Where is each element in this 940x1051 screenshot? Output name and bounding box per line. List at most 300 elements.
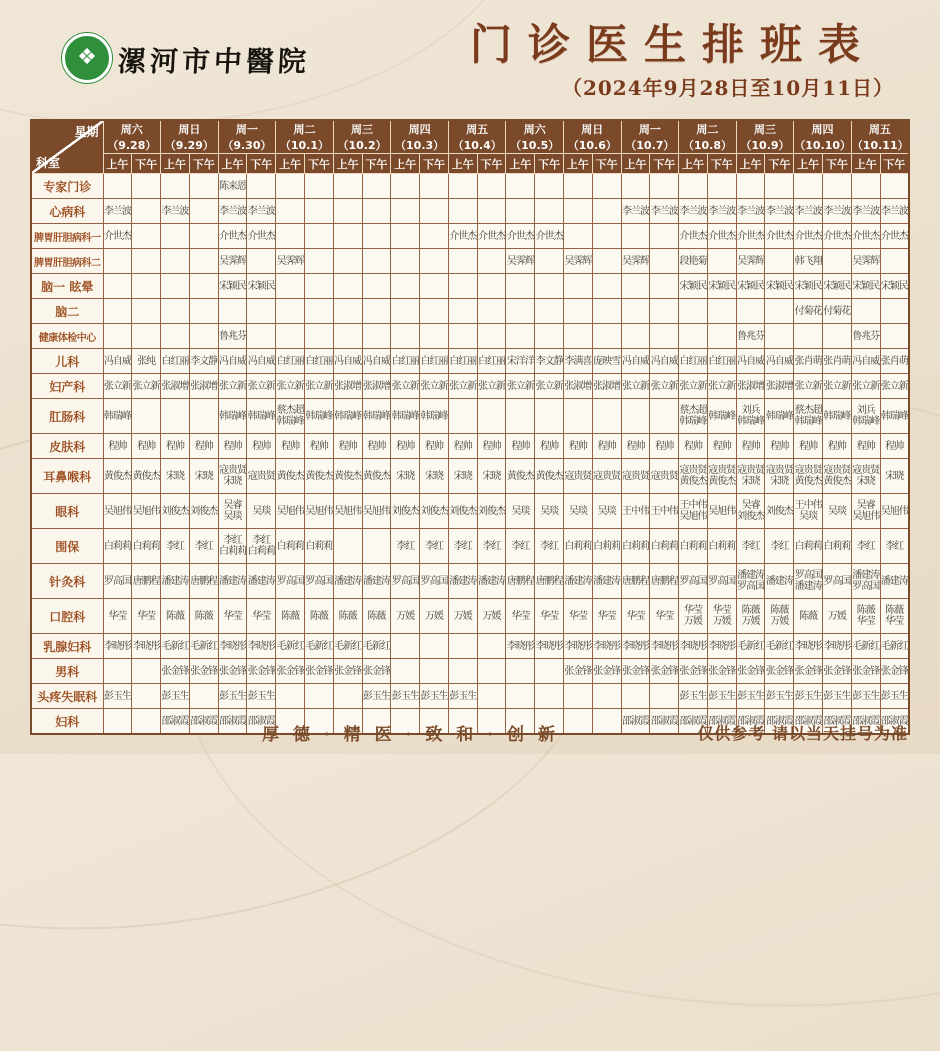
schedule-cell	[391, 659, 420, 684]
doctor-name: 张金锋	[219, 665, 247, 677]
schedule-cell	[448, 599, 477, 634]
doctor-name: 白莉莉	[132, 540, 160, 552]
schedule-cell	[592, 399, 621, 434]
schedule-cell	[506, 494, 535, 529]
schedule-cell	[477, 434, 506, 459]
schedule-cell	[333, 399, 362, 434]
schedule-cell	[736, 659, 765, 684]
schedule-cell	[736, 599, 765, 634]
schedule-cell	[189, 349, 218, 374]
schedule-cell	[189, 684, 218, 709]
doctor-name: 毛新红	[737, 640, 765, 652]
schedule-cell	[736, 684, 765, 709]
schedule-cell	[736, 494, 765, 529]
doctor-name: 李红	[252, 535, 271, 546]
doctor-name: 吴睿	[856, 500, 875, 511]
doctor-name: 白红丽	[478, 355, 506, 367]
doctor-name: 李兰波	[161, 205, 189, 217]
doctor-name: 张金锋	[276, 665, 304, 677]
doctor-name: 韩瑞峰	[305, 410, 333, 422]
schedule-cell	[218, 374, 247, 399]
schedule-cell	[765, 434, 794, 459]
schedule-cell	[189, 529, 218, 564]
doctor-name: 邵淑霞	[161, 715, 189, 727]
schedule-cell	[621, 174, 650, 199]
schedule-cell	[592, 599, 621, 634]
doctor-name: 韩瑞峰	[362, 410, 390, 422]
doctor-name: 张金锋	[679, 665, 707, 677]
doctor-name: 李兰波	[880, 205, 908, 217]
schedule-cell	[707, 529, 736, 564]
title-block	[430, 20, 916, 101]
schedule-cell	[103, 374, 132, 399]
doctor-name: 邵淑霞	[765, 715, 793, 727]
schedule-cell	[304, 659, 333, 684]
doctor-name: 潘建涛	[794, 581, 822, 592]
doctor-name: 庞映雪	[593, 355, 621, 367]
schedule-cell	[707, 599, 736, 634]
doctor-name: 彭玉生	[852, 690, 880, 702]
schedule-cell	[103, 634, 132, 659]
dept-label: 脾胃肝胆病科一	[31, 224, 103, 249]
doctor-name: 韩瑞峰	[708, 410, 736, 422]
doctor-name: 潘建涛	[362, 575, 390, 587]
dept-label: 皮肤科	[31, 434, 103, 459]
schedule-cell	[592, 324, 621, 349]
schedule-cell	[679, 599, 708, 634]
doctor-name: 吴旭伟	[880, 505, 908, 517]
schedule-cell	[707, 199, 736, 224]
doctor-name: 毛新红	[852, 640, 880, 652]
schedule-cell	[362, 659, 391, 684]
doctor-name: 寇贵贤	[564, 470, 592, 482]
schedule-cell	[477, 324, 506, 349]
doctor-name: 张肖萌	[880, 355, 908, 367]
schedule-cell	[736, 349, 765, 374]
schedule-row	[31, 324, 909, 349]
doctor-name: 邵淑霞	[737, 715, 765, 727]
schedule-cell	[851, 459, 880, 494]
doctor-name: 王中伟	[679, 500, 707, 511]
schedule-cell	[535, 299, 564, 324]
doctor-name: 韩瑞峰	[880, 410, 908, 422]
schedule-cell	[564, 599, 593, 634]
doctor-name: 介世杰	[506, 230, 534, 242]
doctor-name: 韩瑞峰	[334, 410, 362, 422]
schedule-cell	[707, 349, 736, 374]
schedule-cell	[391, 599, 420, 634]
doctor-name: 李晓彤	[650, 640, 678, 652]
schedule-cell	[621, 199, 650, 224]
schedule-cell	[448, 564, 477, 599]
dept-label: 脑一 眩晕	[31, 274, 103, 299]
schedule-cell	[333, 199, 362, 224]
doctor-name: 吴琰	[223, 511, 242, 522]
doctor-name: 张金锋	[650, 665, 678, 677]
schedule-cell	[679, 434, 708, 459]
schedule-cell	[679, 249, 708, 274]
doctor-name: 冯自威	[621, 355, 649, 367]
schedule-cell	[103, 659, 132, 684]
schedule-cell	[132, 249, 161, 274]
doctor-name: 寇贵贤	[621, 470, 649, 482]
doctor-name: 李红	[540, 540, 559, 552]
day-header: 周日（9.29）	[161, 120, 219, 154]
doctor-name: 程帅	[655, 440, 674, 452]
schedule-cell	[420, 249, 449, 274]
doctor-name: 介世杰	[103, 230, 131, 242]
schedule-cell	[448, 324, 477, 349]
doctor-name: 黄俊杰	[506, 470, 534, 482]
doctor-name: 介世杰	[737, 230, 765, 242]
doctor-name: 寇贵贤	[593, 470, 621, 482]
schedule-cell	[592, 459, 621, 494]
schedule-cell	[506, 564, 535, 599]
schedule-cell	[161, 529, 190, 564]
doctor-name: 李兰波	[708, 205, 736, 217]
schedule-cell	[247, 459, 276, 494]
doctor-name: 罗高国	[794, 570, 822, 581]
schedule-cell	[276, 684, 305, 709]
schedule-cell	[535, 199, 564, 224]
doctor-name: 吴霁辉	[276, 255, 304, 267]
doctor-name: 白红丽	[276, 355, 304, 367]
schedule-cell	[420, 684, 449, 709]
schedule-cell	[103, 434, 132, 459]
schedule-cell	[679, 564, 708, 599]
doctor-name: 李兰波	[823, 205, 851, 217]
doctor-name: 白红丽	[449, 355, 477, 367]
schedule-cell	[823, 634, 852, 659]
session-header: 上午	[506, 154, 535, 174]
schedule-cell	[592, 274, 621, 299]
schedule-cell	[304, 564, 333, 599]
schedule-cell	[276, 434, 305, 459]
schedule-cell	[103, 684, 132, 709]
schedule-cell	[304, 684, 333, 709]
schedule-row	[31, 399, 909, 434]
schedule-cell	[736, 274, 765, 299]
session-header: 下午	[880, 154, 909, 174]
dept-label: 脑二	[31, 299, 103, 324]
doctor-name: 宋颖民	[247, 280, 275, 292]
schedule-cell	[621, 494, 650, 529]
schedule-cell	[448, 174, 477, 199]
doctor-name: 陈薇	[165, 610, 184, 622]
schedule-cell	[506, 199, 535, 224]
schedule-cell	[592, 174, 621, 199]
schedule-cell	[679, 224, 708, 249]
doctor-name: 吴琰	[799, 511, 818, 522]
schedule-cell	[851, 599, 880, 634]
doctor-name: 冯自威	[247, 355, 275, 367]
schedule-cell	[506, 374, 535, 399]
doctor-name: 华莹	[511, 610, 530, 622]
schedule-cell	[650, 274, 679, 299]
date-range: （2024年9月28日至10月11日）	[561, 76, 895, 101]
doctor-name: 寇贵贤	[219, 465, 247, 476]
schedule-cell	[765, 249, 794, 274]
doctor-name: 万媛	[424, 610, 443, 622]
schedule-cell	[794, 249, 823, 274]
session-header: 下午	[247, 154, 276, 174]
doctor-name: 张淑增	[564, 380, 592, 392]
doctor-name: 张淑增	[161, 380, 189, 392]
schedule-cell	[564, 324, 593, 349]
doctor-name: 韩瑞峰	[276, 416, 304, 427]
doctor-name: 张肖萌	[823, 355, 851, 367]
dept-label: 耳鼻喉科	[31, 459, 103, 494]
schedule-cell	[765, 684, 794, 709]
schedule-cell	[161, 494, 190, 529]
schedule-cell	[304, 324, 333, 349]
doctor-name: 张立新	[103, 380, 131, 392]
session-header: 上午	[621, 154, 650, 174]
schedule-cell	[391, 399, 420, 434]
schedule-cell	[707, 274, 736, 299]
schedule-cell	[851, 434, 880, 459]
schedule-cell	[362, 299, 391, 324]
schedule-cell	[247, 634, 276, 659]
schedule-cell	[564, 374, 593, 399]
schedule-cell	[420, 174, 449, 199]
schedule-cell	[765, 274, 794, 299]
schedule-cell	[103, 299, 132, 324]
dept-label: 男科	[31, 659, 103, 684]
schedule-cell	[448, 224, 477, 249]
schedule-cell	[132, 599, 161, 634]
doctor-name: 华莹	[856, 616, 875, 627]
schedule-cell	[420, 564, 449, 599]
schedule-cell	[679, 399, 708, 434]
schedule-cell	[823, 684, 852, 709]
schedule-cell	[333, 684, 362, 709]
schedule-cell	[161, 349, 190, 374]
doctor-name: 宋晓	[741, 476, 760, 487]
schedule-cell	[794, 459, 823, 494]
doctor-name: 白莉莉	[794, 540, 822, 552]
doctor-name: 冯自威	[362, 355, 390, 367]
doctor-name: 蔡杰超	[276, 405, 304, 416]
schedule-cell	[247, 249, 276, 274]
doctor-name: 吴睿	[223, 500, 242, 511]
doctor-name: 宋洋洋	[506, 355, 534, 367]
schedule-cell	[247, 374, 276, 399]
schedule-cell	[880, 174, 909, 199]
doctor-name: 鲁兆芬	[737, 330, 765, 342]
corner-weekday-label: 星期	[74, 125, 99, 139]
doctor-name: 张金锋	[362, 665, 390, 677]
schedule-cell	[161, 564, 190, 599]
doctor-name: 刘俊杰	[190, 505, 218, 517]
doctor-name: 毛新红	[190, 640, 218, 652]
schedule-cell	[391, 174, 420, 199]
schedule-cell	[823, 599, 852, 634]
schedule-cell	[592, 224, 621, 249]
doctor-name: 白莉莉	[305, 540, 333, 552]
doctor-name: 程帅	[540, 440, 559, 452]
schedule-cell	[765, 349, 794, 374]
schedule-cell	[880, 199, 909, 224]
schedule-table-wrap	[30, 119, 910, 735]
schedule-cell	[765, 494, 794, 529]
page-title: 门诊医生排班表	[469, 20, 876, 69]
schedule-cell	[765, 374, 794, 399]
doctor-name: 黄俊杰	[334, 470, 362, 482]
schedule-cell	[304, 599, 333, 634]
schedule-cell	[650, 324, 679, 349]
doctor-name: 张立新	[506, 380, 534, 392]
schedule-cell	[420, 199, 449, 224]
doctor-name: 冯自威	[103, 355, 131, 367]
doctor-name: 鲁兆芬	[219, 330, 247, 342]
schedule-cell	[161, 324, 190, 349]
schedule-cell	[650, 634, 679, 659]
schedule-cell	[420, 399, 449, 434]
schedule-cell	[564, 659, 593, 684]
schedule-cell	[103, 599, 132, 634]
doctor-name: 陈薇	[741, 605, 760, 616]
schedule-cell	[794, 599, 823, 634]
doctor-name: 李红	[482, 540, 501, 552]
schedule-cell	[362, 529, 391, 564]
schedule-cell	[880, 529, 909, 564]
doctor-name: 张金锋	[737, 665, 765, 677]
schedule-cell	[161, 399, 190, 434]
schedule-cell	[823, 349, 852, 374]
doctor-name: 寇贵贤	[247, 470, 275, 482]
day-header: 周四（10.10）	[794, 120, 852, 154]
doctor-name: 华莹	[252, 610, 271, 622]
schedule-cell	[707, 324, 736, 349]
schedule-cell	[880, 599, 909, 634]
doctor-name: 李晓彤	[535, 640, 563, 652]
doctor-name: 付菊花	[823, 305, 851, 317]
schedule-cell	[506, 274, 535, 299]
schedule-cell	[506, 224, 535, 249]
doctor-name: 张金锋	[593, 665, 621, 677]
schedule-cell	[161, 224, 190, 249]
schedule-cell	[794, 374, 823, 399]
schedule-cell	[765, 174, 794, 199]
schedule-cell	[592, 249, 621, 274]
schedule-cell	[707, 224, 736, 249]
doctor-name: 吴旭伟	[276, 505, 304, 517]
doctor-name: 毛新红	[334, 640, 362, 652]
doctor-name: 寇贵贤	[765, 465, 793, 476]
schedule-cell	[247, 684, 276, 709]
schedule-cell	[420, 634, 449, 659]
schedule-cell	[880, 399, 909, 434]
schedule-cell	[679, 299, 708, 324]
schedule-cell	[362, 199, 391, 224]
doctor-name: 张立新	[478, 380, 506, 392]
schedule-cell	[333, 174, 362, 199]
schedule-cell	[477, 374, 506, 399]
doctor-name: 张纯	[137, 355, 156, 367]
doctor-name: 彭玉生	[391, 690, 419, 702]
schedule-cell	[477, 199, 506, 224]
schedule-cell	[103, 224, 132, 249]
schedule-cell	[362, 564, 391, 599]
doctor-name: 介世杰	[679, 230, 707, 242]
schedule-row	[31, 494, 909, 529]
schedule-cell	[391, 564, 420, 599]
doctor-name: 张立新	[650, 380, 678, 392]
schedule-cell	[506, 249, 535, 274]
schedule-cell	[679, 374, 708, 399]
schedule-cell	[621, 224, 650, 249]
schedule-cell	[650, 224, 679, 249]
schedule-cell	[333, 599, 362, 634]
dept-label: 肛肠科	[31, 399, 103, 434]
doctor-name: 蔡杰超	[794, 405, 822, 416]
doctor-name: 万媛	[712, 616, 731, 627]
doctor-name: 韩瑞峰	[679, 416, 707, 427]
schedule-cell	[621, 634, 650, 659]
page-footer	[0, 716, 940, 750]
doctor-name: 李晓彤	[247, 640, 275, 652]
schedule-cell	[218, 399, 247, 434]
doctor-name: 白莉莉	[276, 540, 304, 552]
schedule-cell	[794, 199, 823, 224]
doctor-name: 李红	[741, 540, 760, 552]
schedule-cell	[650, 399, 679, 434]
doctor-name: 华莹	[137, 610, 156, 622]
schedule-cell	[362, 494, 391, 529]
schedule-cell	[477, 684, 506, 709]
doctor-name: 罗高国	[276, 575, 304, 587]
schedule-cell	[132, 399, 161, 434]
schedule-cell	[880, 249, 909, 274]
schedule-cell	[448, 274, 477, 299]
schedule-cell	[247, 174, 276, 199]
doctor-name: 韩瑞峰	[103, 410, 131, 422]
doctor-name: 宋颖民	[852, 280, 880, 292]
doctor-name: 陈薇	[770, 605, 789, 616]
doctor-name: 韩瑞峰	[391, 410, 419, 422]
schedule-cell	[103, 249, 132, 274]
schedule-cell	[535, 349, 564, 374]
schedule-cell	[794, 494, 823, 529]
schedule-cell	[535, 599, 564, 634]
doctor-name: 宋颖民	[794, 280, 822, 292]
schedule-cell	[564, 224, 593, 249]
schedule-cell	[103, 494, 132, 529]
schedule-cell	[535, 459, 564, 494]
doctor-name: 陈薇	[856, 605, 875, 616]
schedule-cell	[304, 349, 333, 374]
schedule-cell	[304, 434, 333, 459]
schedule-cell	[276, 634, 305, 659]
schedule-cell	[161, 299, 190, 324]
doctor-name: 张金锋	[247, 665, 275, 677]
schedule-cell	[448, 374, 477, 399]
doctor-name: 毛新红	[305, 640, 333, 652]
doctor-name: 刘俊杰	[391, 505, 419, 517]
schedule-cell	[650, 529, 679, 564]
doctor-name: 罗高国	[305, 575, 333, 587]
schedule-cell	[247, 434, 276, 459]
dept-label: 围保	[31, 529, 103, 564]
schedule-cell	[218, 494, 247, 529]
schedule-cell	[794, 324, 823, 349]
doctor-name: 潘建涛	[334, 575, 362, 587]
schedule-cell	[333, 349, 362, 374]
schedule-cell	[880, 299, 909, 324]
schedule-cell	[362, 249, 391, 274]
doctor-name: 彭玉生	[449, 690, 477, 702]
